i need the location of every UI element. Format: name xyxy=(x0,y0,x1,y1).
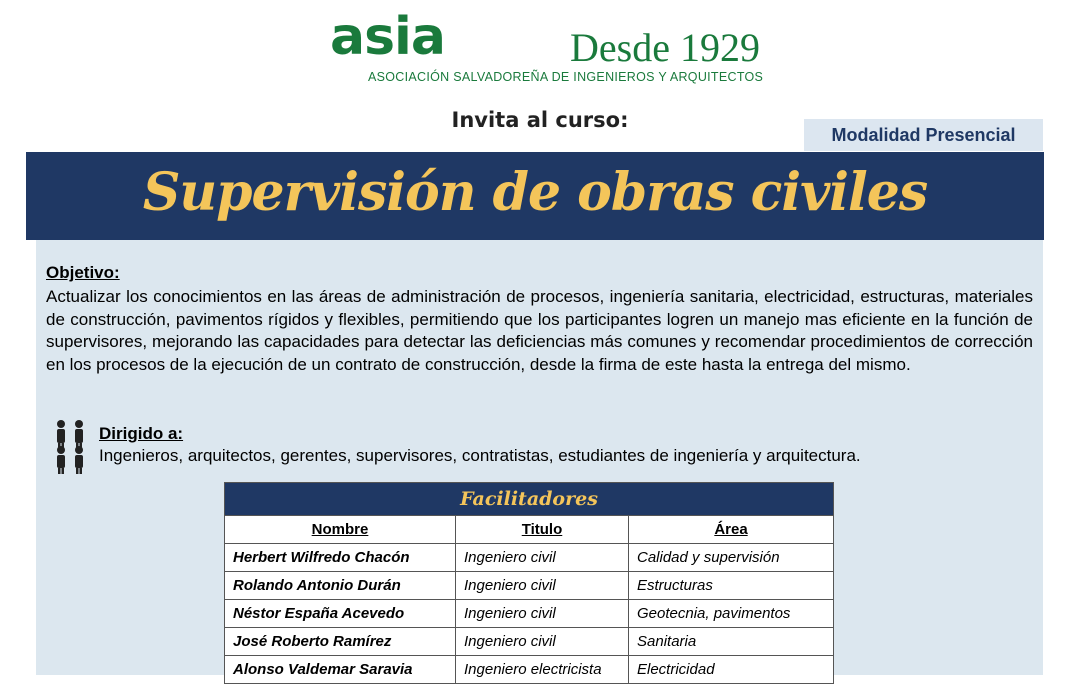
facilitator-area: Geotecnia, pavimentos xyxy=(629,600,834,628)
asia-logo xyxy=(330,8,780,88)
people-icon xyxy=(52,419,92,475)
table-caption: Facilitadores xyxy=(225,483,834,516)
header-titulo: Titulo xyxy=(456,516,629,544)
facilitator-title: Ingeniero electricista xyxy=(456,656,629,684)
invite-heading: Invita al curso: xyxy=(451,108,629,132)
facilitator-name: Rolando Antonio Durán xyxy=(225,572,456,600)
facilitator-title: Ingeniero civil xyxy=(456,600,629,628)
table-row xyxy=(225,544,834,572)
audience-heading: Dirigido a: xyxy=(99,424,184,443)
facilitator-title: Ingeniero civil xyxy=(456,544,629,572)
logo-mark: asia xyxy=(330,7,445,67)
facilitators-table xyxy=(224,482,834,684)
facilitator-name: Herbert Wilfredo Chacón xyxy=(225,544,456,572)
logo-subtitle: ASOCIACIÓN SALVADOREÑA DE INGENIEROS Y ARQUITECTOS xyxy=(368,70,764,84)
facilitator-title: Ingeniero civil xyxy=(456,628,629,656)
facilitator-area: Calidad y supervisión xyxy=(629,544,834,572)
modality-badge: Modalidad Presencial xyxy=(804,119,1043,151)
header-area: Área xyxy=(629,516,834,544)
facilitator-area: Electricidad xyxy=(629,656,834,684)
table-row xyxy=(225,628,834,656)
course-title: Supervisión de obras civiles xyxy=(142,162,928,223)
header-nombre: Nombre xyxy=(225,516,456,544)
facilitator-name: Alonso Valdemar Saravia xyxy=(225,656,456,684)
table-row xyxy=(225,572,834,600)
objective-text: Actualizar los conocimientos en las áreas de administración de procesos, ingeniería sanitaria, electricidad, estructuras, materiales de construcción, pavimentos rígidos y flexibles, permitiendo que los participantes logren un manejo mas eficiente en la función de supervisores, mejorando las capacidades para detectar las deficiencias más comunes y recomendar procedimientos de corrección en los procesos de la ejecución de un contrato de construcción, desde la firma de este hasta la entrega del mismo. xyxy=(46,287,1033,374)
facilitator-name: Néstor España Acevedo xyxy=(225,600,456,628)
logo-since: Desde 1929 xyxy=(570,25,760,70)
facilitator-name: José Roberto Ramírez xyxy=(225,628,456,656)
audience-text: Ingenieros, arquitectos, gerentes, supervisores, contratistas, estudiantes de ingeniería y arquitectura. xyxy=(99,446,861,465)
objective-heading: Objetivo: xyxy=(46,263,120,282)
facilitator-title: Ingeniero civil xyxy=(456,572,629,600)
title-banner xyxy=(26,152,1044,240)
table-row xyxy=(225,600,834,628)
facilitator-area: Estructuras xyxy=(629,572,834,600)
table-row xyxy=(225,656,834,684)
facilitator-area: Sanitaria xyxy=(629,628,834,656)
